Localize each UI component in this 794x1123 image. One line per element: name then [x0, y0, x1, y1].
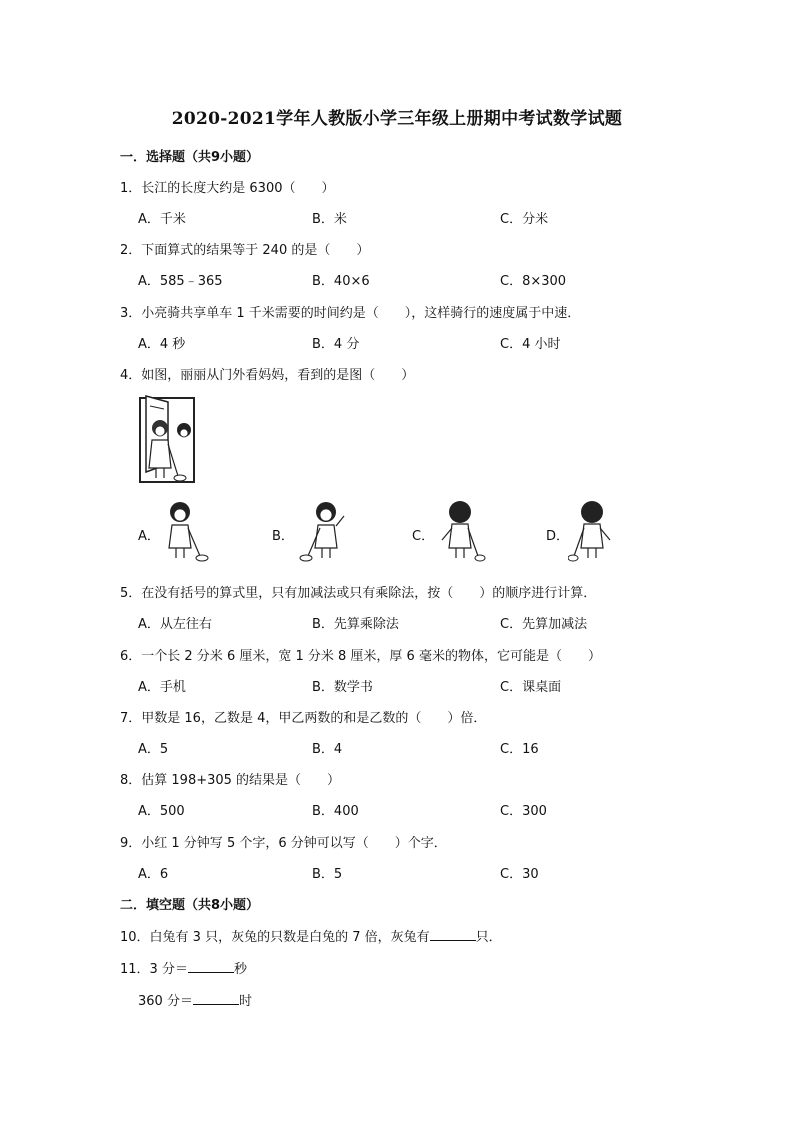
question-10-unit: 只． — [475, 930, 502, 945]
question-8-stem: 8．估算 198+305 的结果是（ ） — [120, 773, 341, 788]
question-5-stem: 5．在没有括号的算式里，只有加减法或只有乘除法，按（ ）的顺序进行计算． — [120, 586, 597, 601]
question-4-stem: 4．如图，丽丽从门外看妈妈，看到的是图（ ） — [120, 368, 415, 383]
question-2-option-c: C．8×300 — [500, 274, 567, 289]
question-9-option-b: B．5 — [312, 867, 343, 882]
question-9-option-a: A．6 — [138, 867, 169, 882]
figure-d-back-view-icon — [568, 500, 618, 562]
question-6-option-b: B．数学书 — [312, 680, 373, 695]
question-11-blank-1[interactable] — [188, 960, 234, 973]
question-11-text: 11．3 分＝ — [120, 962, 188, 977]
section-heading-fill: 二．填空题（共8小题） — [120, 898, 260, 913]
question-11-blank-2[interactable] — [193, 992, 239, 1005]
question-8-option-c: C．300 — [500, 804, 547, 819]
question-11-unit-2: 时 — [238, 994, 252, 1009]
question-1-option-c: C．分米 — [500, 212, 549, 227]
question-5-option-a: A．从左往右 — [138, 617, 212, 632]
question-7-option-b: B．4 — [312, 742, 343, 757]
question-1-option-a: A．千米 — [138, 212, 186, 227]
question-10-text: 10．白兔有 3 只，灰兔的只数是白兔的 7 倍，灰兔有 — [120, 930, 430, 945]
question-8-option-b: B．400 — [312, 804, 359, 819]
question-8-option-a: A．500 — [138, 804, 185, 819]
question-3-option-a: A．4 秒 — [138, 337, 186, 352]
question-4-option-c: C． — [412, 529, 435, 544]
question-7-option-a: A．5 — [138, 742, 169, 757]
question-3-option-c: C．4 小时 — [500, 337, 561, 352]
page-title: 2020-2021学年人教版小学三年级上册期中考试数学试题 — [171, 109, 623, 129]
question-3-option-b: B．4 分 — [312, 337, 360, 352]
question-7-option-c: C．16 — [500, 742, 539, 757]
question-2-option-b: B．40×6 — [312, 274, 370, 289]
question-10-blank[interactable] — [430, 928, 476, 941]
question-5-option-c: C．先算加减法 — [500, 617, 588, 632]
question-11-unit-1: 秒 — [233, 962, 247, 977]
question-4-option-a: A． — [138, 529, 160, 544]
question-6-option-c: C．课桌面 — [500, 680, 562, 695]
question-3-stem: 3．小亮骑共享单车 1 千米需要的时间约是（ ），这样骑行的速度属于中速． — [120, 306, 581, 321]
question-2-option-a: A．585﹣365 — [138, 274, 223, 289]
question-9-option-c: C．30 — [500, 867, 539, 882]
question-2-stem: 2．下面算式的结果等于 240 的是（ ） — [120, 243, 370, 258]
question-6-stem: 6．一个长 2 分米 6 厘米，宽 1 分米 8 厘米，厚 6 毫米的物体，它可能是（ ） — [120, 649, 601, 664]
figure-b-front-view-icon — [298, 500, 348, 562]
question-5-option-b: B．先算乘除法 — [312, 617, 399, 632]
question-7-stem: 7．甲数是 16，乙数是 4，甲乙两数的和是乙数的（ ）倍． — [120, 711, 487, 726]
figure-c-back-view-icon — [436, 500, 486, 562]
question-11b-text: 360 分＝ — [138, 994, 193, 1009]
question-11 — [120, 958, 247, 977]
question-4-option-b: B． — [272, 529, 294, 544]
question-1-stem: 1．长江的长度大约是 6300（ ） — [120, 181, 335, 196]
question-9-stem: 9．小红 1 分钟写 5 个字，6 分钟可以写（ ）个字． — [120, 836, 447, 851]
figure-a-front-view-icon — [160, 500, 210, 562]
question-4-option-d: D． — [546, 529, 570, 544]
question-1-option-b: B．米 — [312, 212, 347, 227]
door-scene-illustration — [138, 392, 200, 484]
section-heading-choice: 一．选择题（共9小题） — [120, 150, 260, 165]
question-6-option-a: A．手机 — [138, 680, 186, 695]
question-10 — [120, 926, 502, 945]
question-11-part-2 — [138, 990, 252, 1009]
